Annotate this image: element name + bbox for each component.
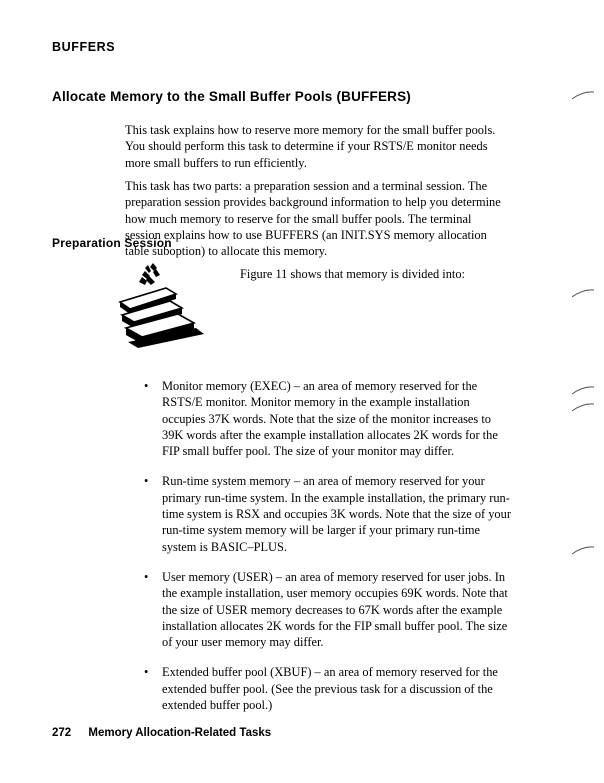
page-edge-mark xyxy=(572,383,594,393)
bullet-marker: • xyxy=(144,474,149,489)
list-item xyxy=(142,569,514,650)
intro-paragraph-2: This task has two parts: a preparation session and a terminal session. The preparation session provides background information to help you determine how much memory to reserve for the small buffer pools. The terminal session explains how to use BUFFERS (an INIT.SYS memory allocation table suboption) to allocate this memory. xyxy=(125,179,501,259)
list-item-text: Monitor memory (EXEC) – an area of memory reserved for the RSTS/E monitor. Monitor memory in the example installation occupies 37K words. Note that the size of the monitor increases to 39K words after the example installation allocates 2K words for the FIP small buffer pool. The size of your monitor may differ. xyxy=(162,379,498,459)
bullet-marker: • xyxy=(144,379,149,393)
figure-caption: Figure 11 shows that memory is divided into: xyxy=(240,267,465,281)
page-edge-mark xyxy=(572,400,594,410)
list-item-text: User memory (USER) – an area of memory reserved for user jobs. In the example installation, user memory occupies 69K words. Note that the size of USER memory decreases to 67K words after the example installation allocates 2K words for the FIP small buffer pool. The size of your user memory may differ. xyxy=(162,569,508,650)
list-item-text: Run-time system memory – an area of memory reserved for your primary run-time system. In the example installation, the primary run-time system is RSX and occupies 3K words. Note that the size of your run-time system memory will be larger if your primary run-time system is BASIC–PLUS. xyxy=(162,474,511,554)
bullet-marker: • xyxy=(144,569,149,584)
page-edge-mark xyxy=(572,543,594,553)
bullet-list xyxy=(142,378,514,727)
section-heading-preparation-session: Preparation Session xyxy=(52,236,172,250)
list-item xyxy=(142,664,514,713)
page-footer xyxy=(52,727,271,739)
bullet-marker: • xyxy=(144,665,149,680)
footer-chapter-title: Memory Allocation-Related Tasks xyxy=(88,727,272,739)
list-item xyxy=(142,378,514,459)
page-edge-mark xyxy=(572,88,594,98)
list-item-text: Extended buffer pool (XBUF) – an area of memory reserved for the extended buffer pool. (See the previous task for a discussion of the extended buffer pool.) xyxy=(162,665,498,713)
page-title: Allocate Memory to the Small Buffer Pools (BUFFERS) xyxy=(52,89,411,104)
intro-paragraph-1: This task explains how to reserve more memory for the small buffer pools. You should perform this task to determine if your RSTS/E monitor needs more small buffers to run efficiently. xyxy=(125,123,496,170)
page-number: 272 xyxy=(52,727,72,739)
page-edge-mark xyxy=(572,286,594,296)
running-head: BUFFERS xyxy=(52,40,116,54)
stack-of-books-with-pen-icon xyxy=(112,262,222,352)
list-item xyxy=(142,473,514,554)
